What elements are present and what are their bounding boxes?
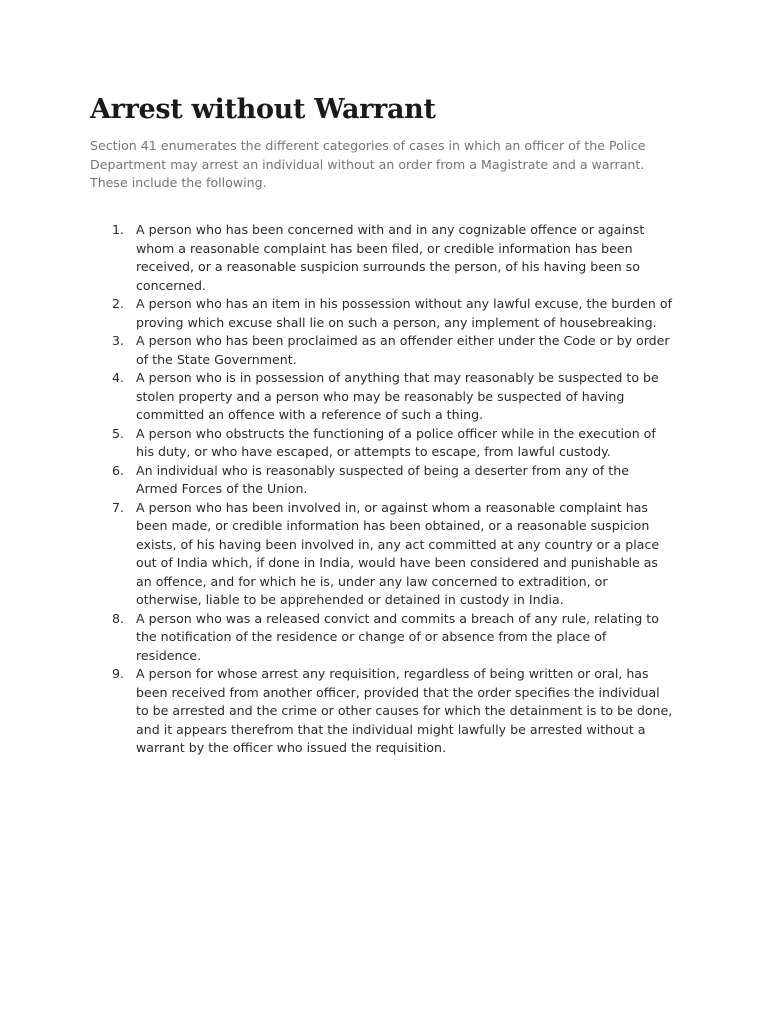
list-item-number: 8. (111, 610, 124, 626)
list-item (90, 462, 674, 499)
list-item-text: A person who was a released convict and commits a breach of any rule, relating to the notification of the residence or change of or absence from the place of residence. (136, 610, 659, 663)
list-item-text: A person who is in possession of anything that may reasonably be suspected to be stolen property and a person who may be reasonably be suspected of having committed an offence with a reference of such a thing. (136, 370, 659, 423)
arrest-categories-list (90, 221, 674, 758)
list-item-text: A person who has been proclaimed as an offender either under the Code or by order of the State Government. (136, 333, 670, 367)
list-item-text: A person who has been involved in, or against whom a reasonable complaint has been made, or credible information has been obtained, or a reasonable suspicion exists, of his having been involved in, any act committed at any country or a place out of India which, if done in India, would have been considered and punishable as an offence, and for which he is, under any law concerned to extradition, or otherwise, liable to be apprehended or detained in custody in India. (136, 499, 660, 608)
list-item (90, 499, 674, 610)
list-item (90, 332, 674, 369)
list-item-text: A person for whose arrest any requisition, regardless of being written or oral, has been received from another officer, provided that the order specifies the individual to be arrested and the crime or other causes for which the detainment is to be done, and it appears therefrom that the individual might lawfully be arrested without a warrant by the officer who issued the requisition. (136, 666, 673, 756)
list-item-text: A person who obstructs the functioning of a police officer while in the execution of his duty, or who have escaped, or attempts to escape, from lawful custody. (136, 425, 656, 460)
page-title: Arrest without Warrant (90, 94, 436, 125)
document-page (90, 92, 674, 758)
list-item (90, 295, 674, 332)
list-item-number: 2. (111, 296, 124, 312)
list-item-number: 6. (111, 462, 124, 478)
list-item (90, 425, 674, 462)
list-item (90, 221, 674, 295)
list-item (90, 665, 674, 758)
list-item-text: A person who has been concerned with and in any cognizable offence or against whom a reasonable complaint has been filed, or credible information has been received, or a reasonable suspicion surrounds the person, of his having been so concerned. (136, 222, 645, 293)
list-item-number: 5. (111, 425, 124, 441)
list-item-text: A person who has an item in his possession without any lawful excuse, the burden of proving which excuse shall lie on such a person, any implement of housebreaking. (136, 296, 672, 330)
list-item-number: 9. (111, 666, 124, 682)
list-item-number: 1. (111, 222, 124, 238)
list-item (90, 610, 674, 666)
intro-paragraph: Section 41 enumerates the different categories of cases in which an officer of the Police Department may arrest an individual without an order from a Magistrate and a warrant. These include the following. (90, 138, 646, 191)
list-item-number: 7. (111, 499, 124, 515)
list-item-number: 3. (111, 333, 124, 349)
list-item-number: 4. (111, 370, 124, 386)
list-item (90, 369, 674, 425)
list-item-text: An individual who is reasonably suspected of being a deserter from any of the Armed Forces of the Union. (136, 462, 629, 497)
